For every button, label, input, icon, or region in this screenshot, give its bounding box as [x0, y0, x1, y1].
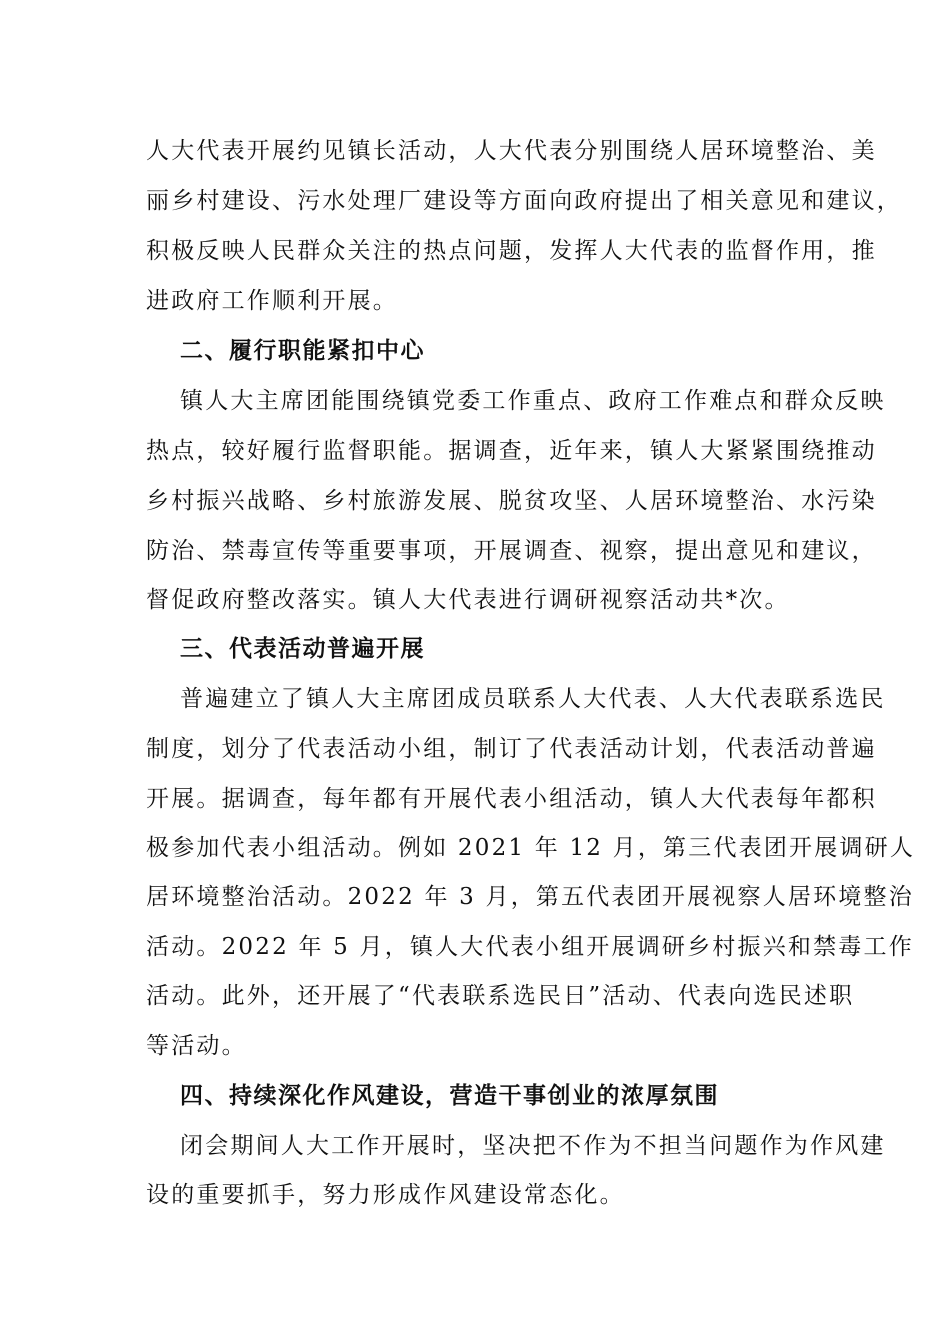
paragraph-line: 活动。2022 年 5 月，镇人大代表小组开展调研乡村振兴和禁毒工作	[146, 934, 914, 960]
paragraph-line: 居环境整治活动。2022 年 3 月，第五代表团开展视察人居环境整治	[146, 884, 914, 910]
paragraph-line: 设的重要抓手，努力形成作风建设常态化。	[146, 1182, 625, 1208]
paragraph-line: 积极反映人民群众关注的热点问题，发挥人大代表的监督作用，推	[146, 238, 877, 264]
paragraph-line: 活动。此外，还开展了“代表联系选民日”活动、代表向选民述职	[146, 983, 855, 1009]
paragraph-line: 丽乡村建设、污水处理厂建设等方面向政府提出了相关意见和建议，	[146, 188, 902, 214]
paragraph-line: 等活动。	[146, 1033, 247, 1059]
paragraph-line: 人大代表开展约见镇长活动，人大代表分别围绕人居环境整治、美	[146, 138, 877, 164]
section-heading-3: 三、代表活动普遍开展	[180, 636, 425, 662]
paragraph-line: 制度，划分了代表活动小组，制订了代表活动计划，代表活动普遍	[146, 736, 877, 762]
paragraph-line: 镇人大主席团能围绕镇党委工作重点、政府工作难点和群众反映	[180, 388, 886, 414]
paragraph-line: 乡村振兴战略、乡村旅游发展、脱贫攻坚、人居环境整治、水污染	[146, 488, 877, 514]
paragraph-line: 开展。据调查，每年都有开展代表小组活动，镇人大代表每年都积	[146, 786, 877, 812]
paragraph-line: 闭会期间人大工作开展时，坚决把不作为不担当问题作为作风建	[180, 1133, 886, 1159]
paragraph-line: 进政府工作顺利开展。	[146, 288, 398, 314]
section-heading-4: 四、持续深化作风建设，营造干事创业的浓厚氛围	[180, 1083, 719, 1109]
paragraph-line: 热点，较好履行监督职能。据调查，近年来，镇人大紧紧围绕推动	[146, 438, 877, 464]
section-heading-2: 二、履行职能紧扣中心	[180, 338, 425, 364]
paragraph-line: 督促政府整改落实。镇人大代表进行调研视察活动共*次。	[146, 587, 790, 613]
paragraph-line: 极参加代表小组活动。例如 2021 年 12 月，第三代表团开展调研人	[146, 835, 916, 861]
paragraph-line: 普遍建立了镇人大主席团成员联系人大代表、人大代表联系选民	[180, 686, 886, 712]
paragraph-line: 防治、禁毒宣传等重要事项，开展调查、视察，提出意见和建议，	[146, 538, 877, 564]
